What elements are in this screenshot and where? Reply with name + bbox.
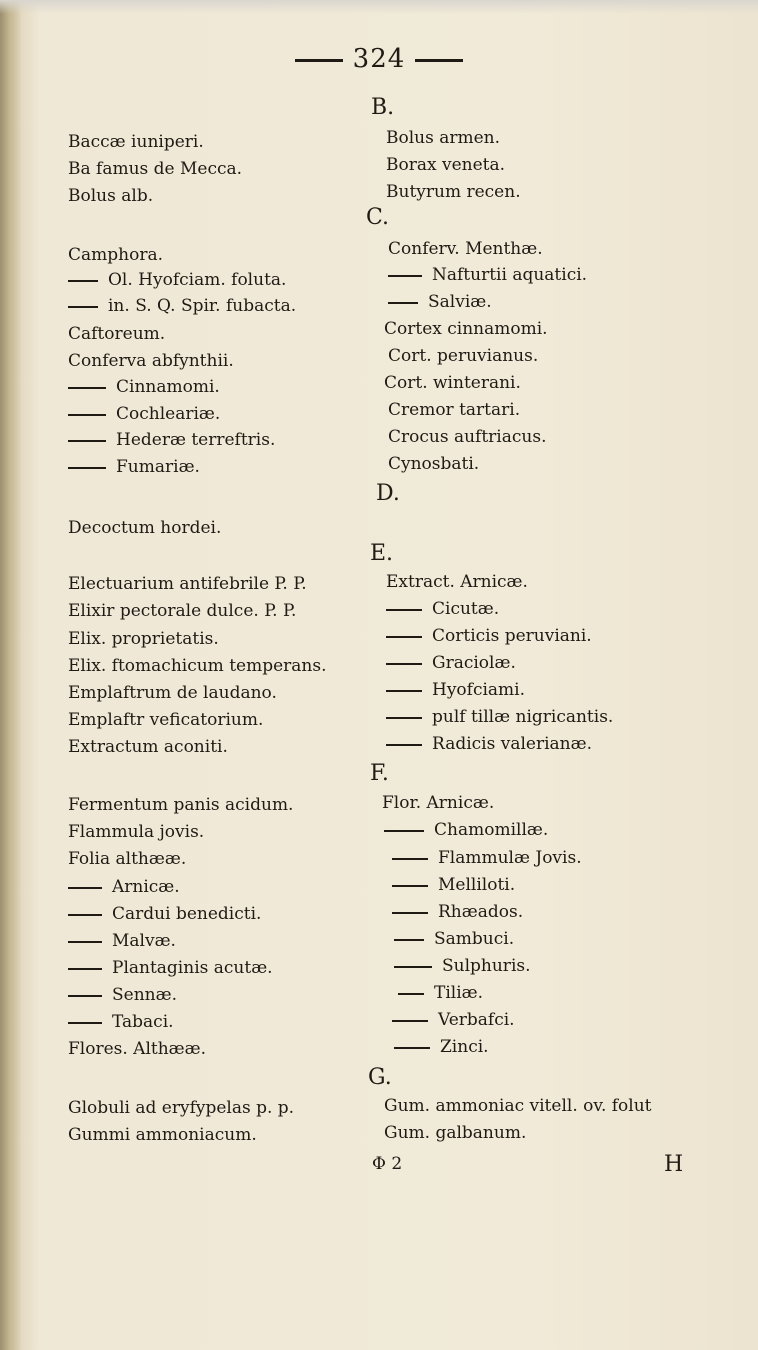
- entry-text: Rhæados.: [438, 902, 524, 922]
- entry-text: Flores. Althææ.: [68, 1039, 207, 1059]
- entry-c-right-4: [388, 346, 538, 366]
- section-letter-e: E.: [370, 541, 394, 566]
- entry-f-right-3: [392, 875, 515, 895]
- entry-f-left-8: [68, 1012, 174, 1032]
- entry-text: Tiliæ.: [434, 983, 484, 1003]
- entry-c-right-7: [388, 427, 546, 447]
- section-letter-g: G.: [368, 1065, 392, 1090]
- entry-e-left-2: Elix. proprietatis.: [68, 629, 219, 649]
- entry-c-left-4: [68, 351, 234, 371]
- entry-text: Corticis peruviani.: [432, 626, 592, 646]
- entry-e-right-6: [386, 734, 592, 754]
- section-letter-d: D.: [376, 481, 400, 506]
- entry-text: Ol. Hyofciam. foluta.: [108, 270, 287, 290]
- section-letter-c: C.: [366, 205, 390, 230]
- entry-text: Malvæ.: [112, 931, 176, 951]
- entry-text: in. S. Q. Spir. fubacta.: [108, 296, 297, 316]
- entry-f-right-9: [394, 1037, 489, 1057]
- ditto-dash: [398, 993, 424, 995]
- entry-text: Cynosbati.: [388, 454, 480, 474]
- entry-f-right-1: [384, 820, 548, 840]
- entry-f-right-0: [382, 793, 494, 813]
- entry-text: Sennæ.: [112, 985, 177, 1005]
- entry-c-right-1: [388, 265, 587, 285]
- entry-c-left-5: [68, 377, 220, 397]
- ditto-dash: [68, 914, 102, 916]
- entry-text: Cort. winterani.: [384, 373, 521, 393]
- page-number: 324: [352, 44, 406, 74]
- entry-text: Cortex cinnamomi.: [384, 319, 548, 339]
- entry-g-left-0: Globuli ad eryfypelas p. p.: [68, 1098, 295, 1118]
- entry-c-right-3: [384, 319, 548, 339]
- entry-text: Cicutæ.: [432, 599, 500, 619]
- entry-f-left-5: [68, 931, 176, 951]
- entry-text: Cardui benedicti.: [112, 904, 262, 924]
- entry-f-right-8: [392, 1010, 515, 1030]
- entry-text: Chamomillæ.: [434, 820, 549, 840]
- entry-text: Caftoreum.: [68, 324, 166, 344]
- entry-text: Nafturtii aquatici.: [432, 265, 588, 285]
- section-letter-f: F.: [370, 761, 389, 786]
- entry-f-left-9: [68, 1039, 206, 1059]
- entry-g-right-0: Gum. ammoniac vitell. ov. folut: [384, 1096, 652, 1116]
- ditto-dash: [392, 858, 428, 860]
- entry-b-left-1: Ba famus de Mecca.: [68, 159, 243, 179]
- entry-text: Radicis valerianæ.: [432, 734, 592, 754]
- entry-c-left-8: [68, 457, 200, 477]
- page-number-header: [0, 44, 758, 74]
- entry-e-left-6: Extractum aconiti.: [68, 737, 228, 757]
- entry-e-right-1: [386, 599, 499, 619]
- ditto-dash: [68, 467, 106, 469]
- entry-text: Salviæ.: [428, 292, 492, 312]
- ditto-dash: [68, 941, 102, 943]
- entry-f-left-6: [68, 958, 273, 978]
- entry-f-right-6: [394, 956, 531, 976]
- entry-c-left-7: [68, 430, 275, 450]
- entry-text: Flammulæ Jovis.: [438, 848, 582, 868]
- entry-text: Cochleariæ.: [116, 404, 221, 424]
- entry-b-left-2: Bolus alb.: [68, 186, 154, 206]
- entry-c-right-2: [388, 292, 492, 312]
- entry-c-left-3: [68, 324, 165, 344]
- entry-text: pulf tillæ nigricantis.: [432, 707, 614, 727]
- entry-f-left-1: [68, 822, 204, 842]
- entry-e-right-5: [386, 707, 613, 727]
- entry-f-right-2: [392, 848, 582, 868]
- entry-text: Extract. Arnicæ.: [386, 572, 528, 592]
- ditto-dash: [388, 302, 418, 304]
- entry-d-left-0: Decoctum hordei.: [68, 518, 222, 538]
- entry-c-left-6: [68, 404, 220, 424]
- ditto-dash: [68, 414, 106, 416]
- entry-e-right-0: [386, 572, 528, 592]
- entry-text: Sulphuris.: [442, 956, 531, 976]
- section-letter-b: B.: [371, 95, 395, 120]
- ditto-dash: [68, 387, 106, 389]
- ditto-dash: [392, 885, 428, 887]
- ditto-dash: [68, 995, 102, 997]
- book-spine-shadow: [0, 0, 22, 1350]
- entry-e-right-2: [386, 626, 592, 646]
- ditto-dash: [386, 609, 422, 611]
- ditto-dash: [384, 830, 424, 832]
- entry-text: Folia althææ.: [68, 849, 187, 869]
- ditto-dash: [386, 744, 422, 746]
- page-number-dash-left: [295, 59, 343, 62]
- ditto-dash: [394, 966, 432, 968]
- entry-text: Cinnamomi.: [116, 377, 220, 397]
- ditto-dash: [388, 275, 422, 277]
- entry-f-right-4: [392, 902, 523, 922]
- ditto-dash: [394, 939, 424, 941]
- entry-text: Fermentum panis acidum.: [68, 795, 294, 815]
- entry-text: Flammula jovis.: [68, 822, 205, 842]
- entry-text: Fumariæ.: [116, 457, 200, 477]
- entry-g-left-1: Gummi ammoniacum.: [68, 1125, 257, 1145]
- entry-e-left-0: Electuarium antifebrile P. P.: [68, 574, 307, 594]
- entry-text: Melliloti.: [438, 875, 516, 895]
- page-top-edge: [0, 0, 758, 14]
- entry-text: Cremor tartari.: [388, 400, 521, 420]
- page-number-dash-right: [415, 59, 463, 62]
- ditto-dash: [68, 306, 98, 308]
- entry-b-right-0: Bolus armen.: [386, 128, 501, 148]
- entry-text: Plantaginis acutæ.: [112, 958, 273, 978]
- entry-b-right-1: Borax veneta.: [386, 155, 506, 175]
- entry-text: Conferv. Menthæ.: [388, 239, 543, 259]
- entry-f-left-2: [68, 849, 186, 869]
- ditto-dash: [386, 690, 422, 692]
- ditto-dash: [394, 1047, 430, 1049]
- ditto-dash: [386, 663, 422, 665]
- entry-c-right-6: [388, 400, 520, 420]
- entry-c-left-1: [68, 270, 286, 290]
- ditto-dash: [392, 1020, 428, 1022]
- signature-mark: Φ 2: [372, 1154, 403, 1174]
- entry-e-left-5: Emplaftr veficatorium.: [68, 710, 264, 730]
- entry-text: Hederæ terreftris.: [116, 430, 276, 450]
- entry-c-left-0: [68, 245, 163, 265]
- entry-e-right-3: [386, 653, 516, 673]
- entry-text: Camphora.: [68, 245, 163, 265]
- entry-b-left-0: Baccæ iuniperi.: [68, 132, 204, 152]
- entry-text: Verbafci.: [438, 1010, 515, 1030]
- entry-f-left-4: [68, 904, 261, 924]
- entry-f-left-0: [68, 795, 293, 815]
- entry-text: Crocus auftriacus.: [388, 427, 547, 447]
- entry-g-right-1: Gum. galbanum.: [384, 1123, 527, 1143]
- entry-c-right-8: [388, 454, 479, 474]
- entry-c-right-0: [388, 239, 543, 259]
- entry-e-left-3: Elix. ftomachicum temperans.: [68, 656, 327, 676]
- entry-f-left-3: [68, 877, 180, 897]
- entry-text: Flor. Arnicæ.: [382, 793, 495, 813]
- ditto-dash: [386, 717, 422, 719]
- ditto-dash: [392, 912, 428, 914]
- entry-text: Cort. peruvianus.: [388, 346, 539, 366]
- entry-text: Conferva abfynthii.: [68, 351, 234, 371]
- catchword: H: [664, 1152, 684, 1177]
- entry-text: Zinci.: [440, 1037, 489, 1057]
- ditto-dash: [68, 968, 102, 970]
- entry-f-right-5: [394, 929, 514, 949]
- entry-text: Hyofciami.: [432, 680, 526, 700]
- entry-text: Arnicæ.: [112, 877, 180, 897]
- entry-e-right-4: [386, 680, 525, 700]
- entry-c-right-5: [384, 373, 521, 393]
- entry-e-left-4: Emplaftrum de laudano.: [68, 683, 277, 703]
- ditto-dash: [68, 440, 106, 442]
- entry-b-right-2: Butyrum recen.: [386, 182, 521, 202]
- entry-text: Tabaci.: [112, 1012, 174, 1032]
- ditto-dash: [68, 887, 102, 889]
- ditto-dash: [68, 280, 98, 282]
- entry-text: Sambuci.: [434, 929, 515, 949]
- entry-f-left-7: [68, 985, 177, 1005]
- ditto-dash: [386, 636, 422, 638]
- entry-c-left-2: [68, 296, 296, 316]
- entry-f-right-7: [398, 983, 483, 1003]
- entry-text: Graciolæ.: [432, 653, 516, 673]
- ditto-dash: [68, 1022, 102, 1024]
- entry-e-left-1: Elixir pectorale dulce. P. P.: [68, 601, 297, 621]
